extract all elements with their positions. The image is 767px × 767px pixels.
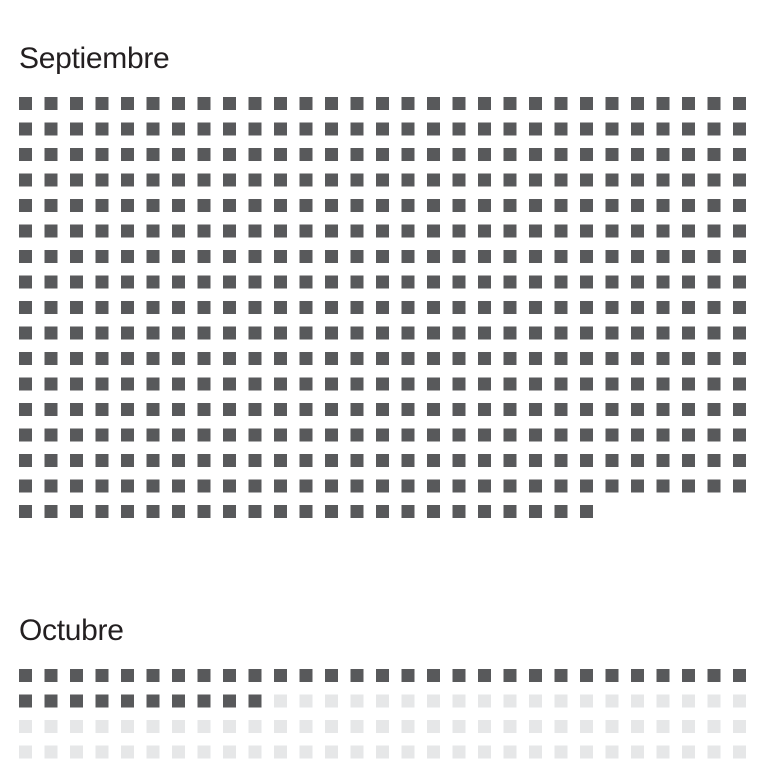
waffle-unit-empty — [300, 720, 313, 733]
waffle-unit-filled — [300, 669, 313, 682]
waffle-unit-empty — [70, 720, 83, 733]
waffle-unit-filled — [172, 669, 185, 682]
waffle-unit-filled — [121, 695, 134, 708]
waffle-unit-empty — [70, 746, 83, 759]
waffle-unit-empty — [223, 746, 236, 759]
waffle-unit-empty — [121, 746, 134, 759]
waffle-unit-empty — [606, 720, 619, 733]
waffle-unit-empty — [45, 720, 58, 733]
waffle-unit-empty — [657, 746, 670, 759]
waffle-unit-empty — [376, 746, 389, 759]
waffle-unit-filled — [96, 695, 109, 708]
waffle-unit-filled — [45, 695, 58, 708]
waffle-unit-empty — [606, 746, 619, 759]
waffle-unit-empty — [274, 695, 287, 708]
waffle-unit-empty — [504, 695, 517, 708]
waffle-unit-empty — [504, 720, 517, 733]
waffle-unit-empty — [529, 695, 542, 708]
waffle-unit-empty — [453, 720, 466, 733]
waffle-unit-empty — [708, 720, 721, 733]
waffle-unit-filled — [427, 669, 440, 682]
waffle-unit-empty — [529, 746, 542, 759]
waffle-unit-empty — [682, 720, 695, 733]
waffle-unit-filled — [19, 695, 32, 708]
waffle-unit-filled — [453, 669, 466, 682]
waffle-unit-filled — [657, 669, 670, 682]
waffle-unit-empty — [427, 746, 440, 759]
waffle-unit-filled — [708, 669, 721, 682]
waffle-unit-filled — [478, 669, 491, 682]
waffle-unit-filled — [631, 669, 644, 682]
waffle-unit-filled — [555, 669, 568, 682]
waffle-unit-empty — [555, 746, 568, 759]
waffle-unit-filled — [198, 695, 211, 708]
waffle-unit-empty — [682, 746, 695, 759]
waffle-unit-filled — [682, 669, 695, 682]
waffle-unit-empty — [96, 746, 109, 759]
waffle-unit-empty — [504, 746, 517, 759]
waffle-unit-empty — [606, 695, 619, 708]
waffle-unit-empty — [300, 695, 313, 708]
waffle-unit-empty — [631, 695, 644, 708]
waffle-unit-empty — [274, 720, 287, 733]
waffle-unit-empty — [249, 720, 262, 733]
waffle-unit-empty — [580, 720, 593, 733]
waffle-unit-empty — [478, 695, 491, 708]
waffle-unit-empty — [45, 746, 58, 759]
waffle-unit-empty — [300, 746, 313, 759]
waffle-unit-filled — [504, 669, 517, 682]
waffle-unit-empty — [453, 746, 466, 759]
waffle-unit-empty — [478, 720, 491, 733]
waffle-unit-empty — [351, 720, 364, 733]
waffle-unit-filled — [172, 695, 185, 708]
waffle-unit-filled — [274, 669, 287, 682]
waffle-unit-empty — [733, 720, 746, 733]
waffle-unit-empty — [427, 695, 440, 708]
waffle-unit-filled — [606, 669, 619, 682]
waffle-unit-empty — [147, 720, 160, 733]
waffle-unit-filled — [96, 669, 109, 682]
chart-title-octubre: Octubre — [19, 614, 124, 647]
waffle-unit-empty — [198, 746, 211, 759]
waffle-unit-empty — [121, 720, 134, 733]
waffle-unit-empty — [427, 720, 440, 733]
waffle-unit-empty — [351, 695, 364, 708]
waffle-unit-empty — [555, 695, 568, 708]
waffle-unit-filled — [733, 669, 746, 682]
waffle-unit-filled — [70, 669, 83, 682]
waffle-unit-empty — [19, 746, 32, 759]
waffle-unit-empty — [376, 695, 389, 708]
waffle-unit-empty — [402, 695, 415, 708]
waffle-unit-filled — [249, 669, 262, 682]
waffle-unit-empty — [198, 720, 211, 733]
waffle-unit-filled — [223, 695, 236, 708]
waffle-unit-empty — [325, 746, 338, 759]
waffle-unit-filled — [376, 669, 389, 682]
waffle-unit-empty — [172, 746, 185, 759]
waffle-unit-empty — [580, 746, 593, 759]
waffle-unit-empty — [172, 720, 185, 733]
waffle-unit-empty — [631, 720, 644, 733]
waffle-unit-empty — [580, 695, 593, 708]
waffle-unit-empty — [657, 720, 670, 733]
waffle-unit-filled — [147, 669, 160, 682]
waffle-unit-filled — [351, 669, 364, 682]
waffle-unit-empty — [733, 695, 746, 708]
waffle-unit-filled — [121, 669, 134, 682]
waffle-unit-filled — [529, 669, 542, 682]
waffle-unit-empty — [708, 695, 721, 708]
waffle-unit-filled — [19, 669, 32, 682]
waffle-unit-empty — [376, 720, 389, 733]
waffle-unit-empty — [657, 695, 670, 708]
waffle-unit-empty — [249, 746, 262, 759]
waffle-unit-filled — [402, 669, 415, 682]
chart-title-septiembre: Septiembre — [19, 42, 170, 75]
waffle-unit-filled — [325, 669, 338, 682]
waffle-unit-empty — [478, 746, 491, 759]
waffle-unit-empty — [96, 720, 109, 733]
waffle-unit-empty — [325, 720, 338, 733]
waffle-unit-filled — [147, 695, 160, 708]
waffle-unit-filled — [249, 695, 262, 708]
waffle-unit-empty — [682, 695, 695, 708]
waffle-unit-filled — [223, 669, 236, 682]
waffle-unit-empty — [708, 746, 721, 759]
waffle-unit-empty — [325, 695, 338, 708]
waffle-unit-empty — [351, 746, 364, 759]
waffle-unit-empty — [223, 720, 236, 733]
waffle-unit-empty — [631, 746, 644, 759]
waffle-unit-filled — [580, 669, 593, 682]
waffle-unit-empty — [274, 746, 287, 759]
waffle-unit-filled — [45, 669, 58, 682]
waffle-unit-empty — [453, 695, 466, 708]
waffle-unit-empty — [555, 720, 568, 733]
waffle-unit-empty — [402, 746, 415, 759]
waffle-unit-filled — [198, 669, 211, 682]
waffle-unit-empty — [19, 720, 32, 733]
waffle-unit-empty — [529, 720, 542, 733]
waffle-unit-empty — [402, 720, 415, 733]
waffle-unit-filled — [70, 695, 83, 708]
waffle-unit-empty — [733, 746, 746, 759]
waffle-unit-empty — [147, 746, 160, 759]
